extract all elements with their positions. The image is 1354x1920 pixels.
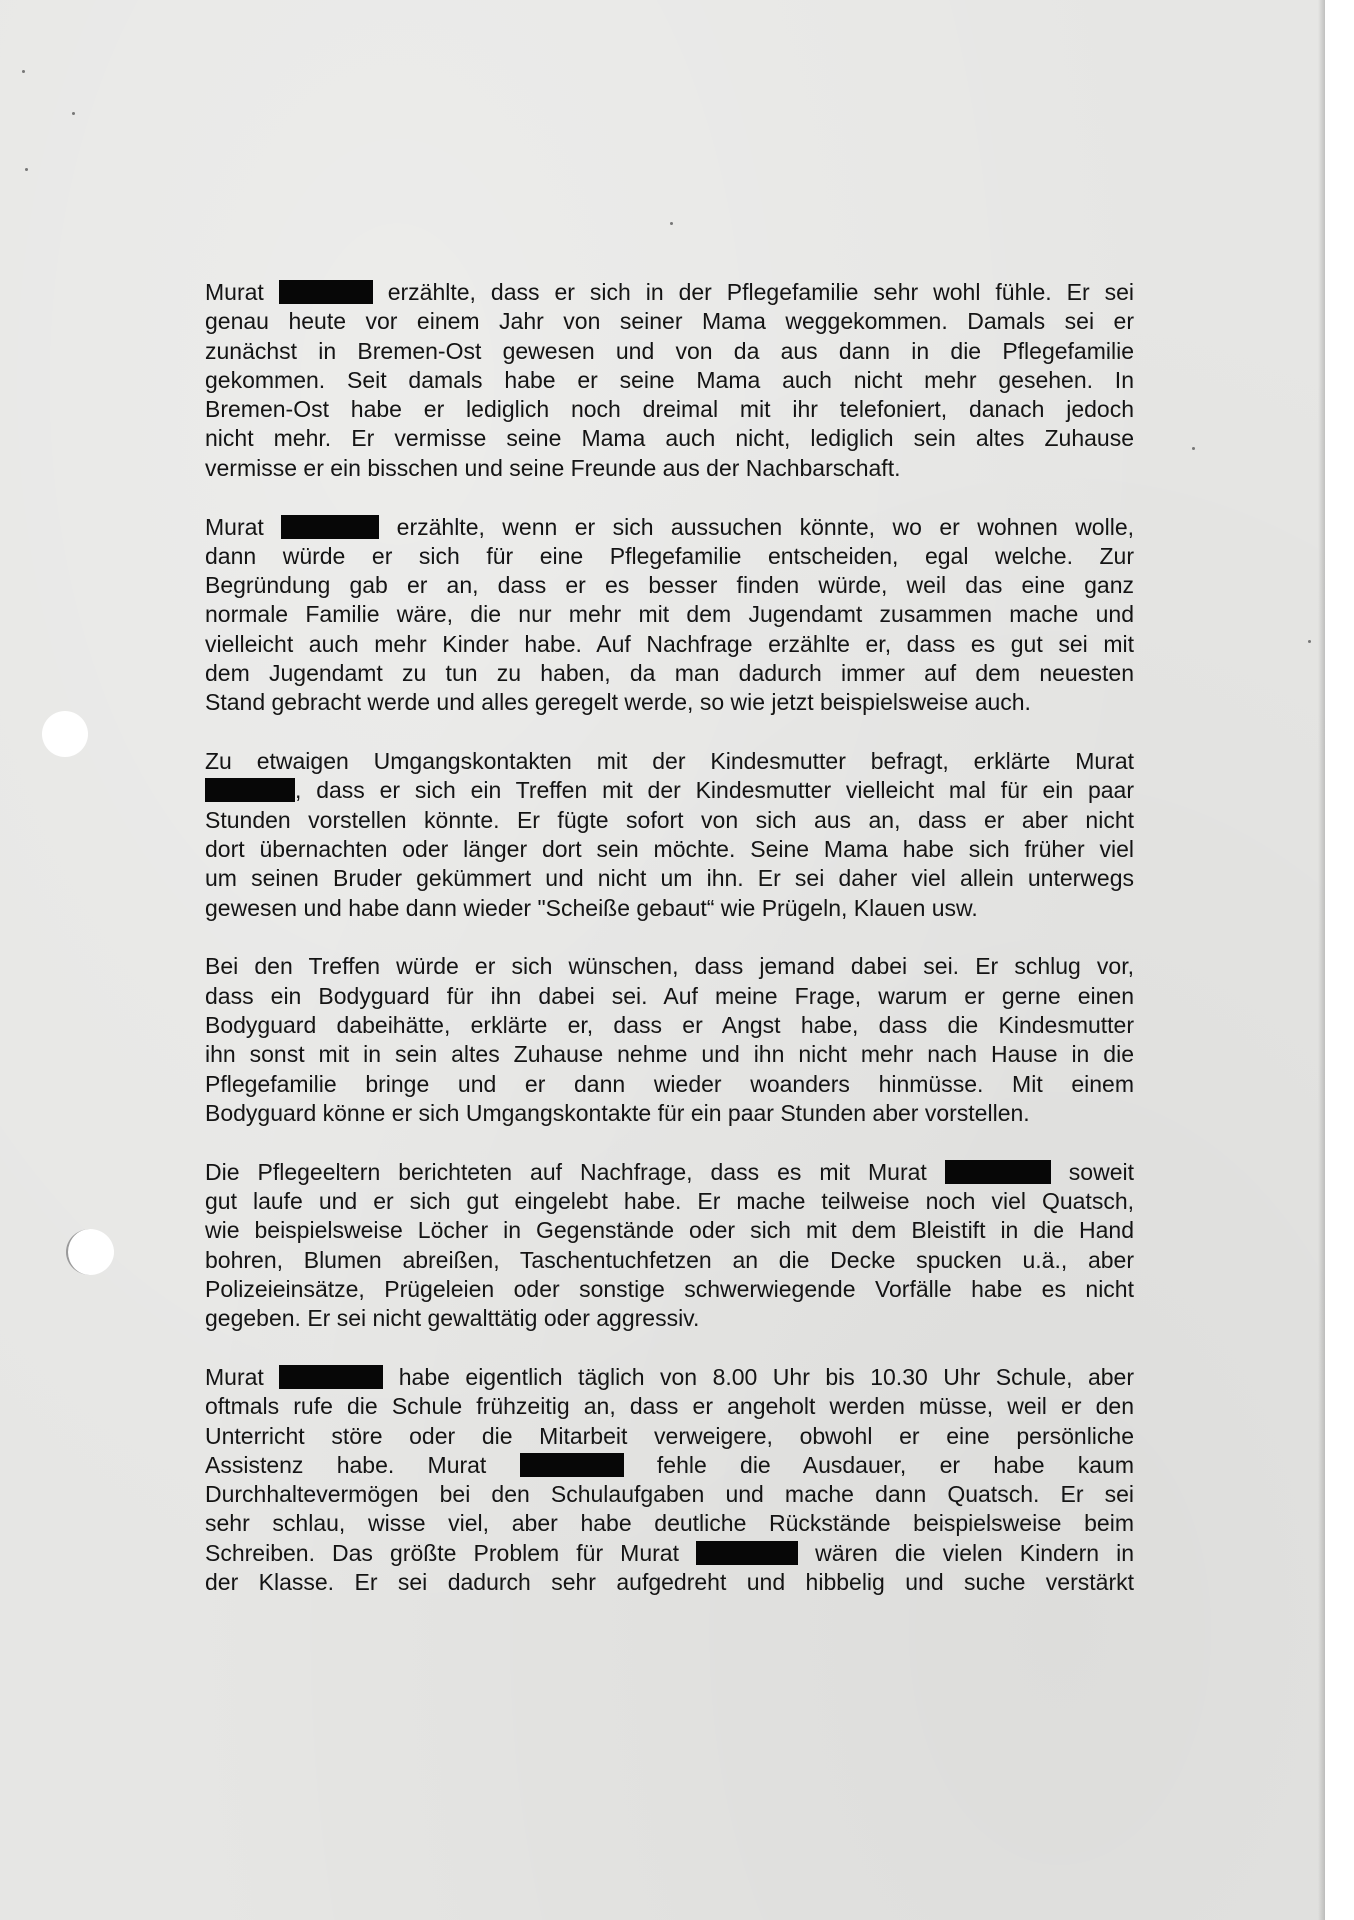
text-run: dort übernachten oder länger dort sein möchte. Seine Mama habe sich früher viel [205, 836, 1134, 863]
text-line [205, 776, 1134, 805]
redaction-bar [205, 778, 295, 802]
text-run: habe eigentlich täglich von 8.00 Uhr bis 10.30 Uhr Schule, aber [383, 1364, 1135, 1390]
text-line [205, 307, 1134, 336]
redaction-bar [945, 1160, 1051, 1184]
text-run: Begründung gab er an, dass er es besser finden würde, weil das eine ganz [205, 572, 1134, 599]
text-line [205, 571, 1134, 600]
text-run: , dass er sich ein Treffen mit der Kindesmutter vielleicht mal für ein paar [295, 777, 1134, 804]
scan-speck [670, 222, 673, 225]
paragraph [205, 952, 1134, 1128]
text-run: Bei den Treffen würde er sich wünschen, dass jemand dabei sei. Er schlug vor, [205, 953, 1134, 980]
text-run: ihn sonst mit in sein altes Zuhause nehme und ihn nicht mehr nach Hause in die [205, 1041, 1134, 1068]
text-run: bohren, Blumen abreißen, Taschentuchfetzen an die Decke spucken u.ä., aber [205, 1246, 1134, 1273]
text-run: der Klasse. Er sei dadurch sehr aufgedreht und hibbelig und suche verstärkt [205, 1569, 1134, 1596]
text-line [205, 1246, 1134, 1275]
text-run: wären die vielen Kindern in [798, 1539, 1134, 1566]
text-line [205, 1011, 1134, 1040]
text-line [205, 1070, 1134, 1099]
text-line [205, 630, 1134, 659]
scan-speck [72, 112, 75, 115]
redaction-bar [279, 280, 373, 304]
redaction-bar [696, 1541, 798, 1565]
paragraph [205, 278, 1134, 483]
text-line [205, 688, 1134, 717]
redaction-bar [279, 1365, 383, 1389]
text-run: Stunden vorstellen könnte. Er fügte sofort von sich aus an, dass er aber nicht [205, 806, 1134, 833]
text-run: Schreiben. Das größte Problem für Murat [205, 1539, 697, 1566]
text-run: vielleicht auch mehr Kinder habe. Auf Nachfrage erzählte er, dass es gut sei mit [205, 630, 1134, 657]
text-run: dem Jugendamt zu tun zu haben, da man dadurch immer auf dem neuesten [205, 660, 1134, 687]
text-line [205, 806, 1134, 835]
text-run: Zu etwaigen Umgangskontakten mit der Kindesmutter befragt, erklärte Murat [205, 748, 1134, 775]
text-run: Pflegefamilie bringe und er dann wieder woanders hinmüsse. Mit einem [205, 1070, 1134, 1097]
paragraph [205, 747, 1134, 923]
text-run: Die Pflegeeltern berichteten auf Nachfrage, dass es mit Murat [205, 1158, 945, 1185]
text-line [205, 1568, 1134, 1597]
text-line [205, 1187, 1134, 1216]
text-line [205, 454, 1134, 483]
scan-speck [22, 70, 25, 73]
text-line [205, 1422, 1134, 1451]
text-line [205, 894, 1134, 923]
text-line [205, 1363, 1134, 1392]
text-run: gegeben. Er sei nicht gewalttätig oder aggressiv. [205, 1305, 700, 1332]
text-run: gut laufe und er sich gut eingelebt habe. Er mache teilweise noch viel Quatsch, [205, 1188, 1134, 1215]
text-run: vermisse er ein bisschen und seine Freunde aus der Nachbarschaft. [205, 454, 901, 481]
text-line [205, 1099, 1134, 1128]
text-line [205, 278, 1134, 307]
text-run: dass ein Bodyguard für ihn dabei sei. Auf meine Frage, warum er gerne einen [205, 982, 1134, 1009]
sheet-edge-shadow [1318, 0, 1325, 1920]
text-run: um seinen Bruder gekümmert und nicht um ihn. Er sei daher viel allein unterwegs [205, 865, 1134, 892]
text-line [205, 424, 1134, 453]
text-run: Unterricht störe oder die Mitarbeit verweigere, obwohl er eine persönliche [205, 1422, 1134, 1449]
text-run: Bodyguard könne er sich Umgangskontakte für ein paar Stunden aber vorstellen. [205, 1099, 1030, 1126]
scan-speck [1308, 640, 1311, 643]
text-run: Bremen-Ost habe er lediglich noch dreimal mit ihr telefoniert, danach jedoch [205, 396, 1134, 423]
text-run: wie beispielsweise Löcher in Gegenstände oder sich mit dem Bleistift in die Hand [205, 1217, 1134, 1244]
text-run: Assistenz habe. Murat [205, 1451, 520, 1478]
text-line [205, 513, 1134, 542]
text-run: normale Familie wäre, die nur mehr mit dem Jugendamt zusammen mache und [205, 601, 1134, 628]
paragraph [205, 513, 1134, 718]
text-line [205, 1275, 1134, 1304]
text-line [205, 1509, 1134, 1538]
text-line [205, 982, 1134, 1011]
text-run: Murat [205, 279, 279, 305]
scan-speck [25, 168, 28, 171]
text-run: sehr schlau, wisse viel, aber habe deutliche Rückstände beispielsweise beim [205, 1510, 1134, 1537]
text-run: Durchhaltevermögen bei den Schulaufgaben und mache dann Quatsch. Er sei [205, 1481, 1134, 1508]
text-run: Bodyguard dabeihätte, erklärte er, dass er Angst habe, dass die Kindesmutter [205, 1012, 1134, 1039]
text-line [205, 835, 1134, 864]
redaction-bar [520, 1453, 624, 1477]
text-run: gewesen und habe dann wieder "Scheiße gebaut“ wie Prügeln, Klauen usw. [205, 894, 978, 921]
text-line [205, 1216, 1134, 1245]
text-line [205, 747, 1134, 776]
redaction-bar [281, 515, 379, 539]
text-line [205, 1539, 1134, 1568]
text-line [205, 1392, 1134, 1421]
text-run: gekommen. Seit damals habe er seine Mama auch nicht mehr gesehen. In [205, 366, 1134, 393]
text-run: erzählte, dass er sich in der Pflegefamilie sehr wohl fühle. Er sei [372, 279, 1134, 305]
text-line [205, 395, 1134, 424]
punch-hole [66, 1229, 114, 1275]
text-run: zunächst in Bremen-Ost gewesen und von da aus dann in die Pflegefamilie [205, 337, 1134, 364]
scan-speck [1192, 447, 1195, 450]
text-line [205, 542, 1134, 571]
text-run: Murat [205, 513, 282, 540]
text-run: dann würde er sich für eine Pflegefamilie entscheiden, egal welche. Zur [205, 542, 1134, 569]
text-line [205, 1040, 1134, 1069]
punch-hole [42, 711, 88, 757]
text-run: fehle die Ausdauer, er habe kaum [623, 1451, 1134, 1478]
text-line [205, 337, 1134, 366]
text-line [205, 366, 1134, 395]
text-run: soweit [1050, 1158, 1134, 1185]
text-run: erzählte, wenn er sich aussuchen könnte, wo er wohnen wolle, [379, 513, 1135, 540]
paragraph [205, 1363, 1134, 1597]
text-run: Murat [205, 1364, 280, 1390]
text-line [205, 600, 1134, 629]
text-run: nicht mehr. Er vermisse seine Mama auch nicht, lediglich sein altes Zuhause [205, 425, 1134, 452]
text-run: genau heute vor einem Jahr von seiner Mama weggekommen. Damals sei er [205, 308, 1134, 335]
text-line [205, 1480, 1134, 1509]
text-line [205, 659, 1134, 688]
text-line [205, 864, 1134, 893]
text-run: oftmals rufe die Schule frühzeitig an, dass er angeholt werden müsse, weil er den [205, 1393, 1134, 1420]
text-line [205, 1304, 1134, 1333]
paragraph [205, 1158, 1134, 1334]
document-body [205, 278, 1134, 1597]
text-line [205, 1158, 1134, 1187]
text-run: Polizeieinsätze, Prügeleien oder sonstige schwerwiegende Vorfälle habe es nicht [205, 1275, 1134, 1302]
text-run: Stand gebracht werde und alles geregelt werde, so wie jetzt beispielsweise auch. [205, 689, 1031, 716]
text-line [205, 1451, 1134, 1480]
text-line [205, 952, 1134, 981]
